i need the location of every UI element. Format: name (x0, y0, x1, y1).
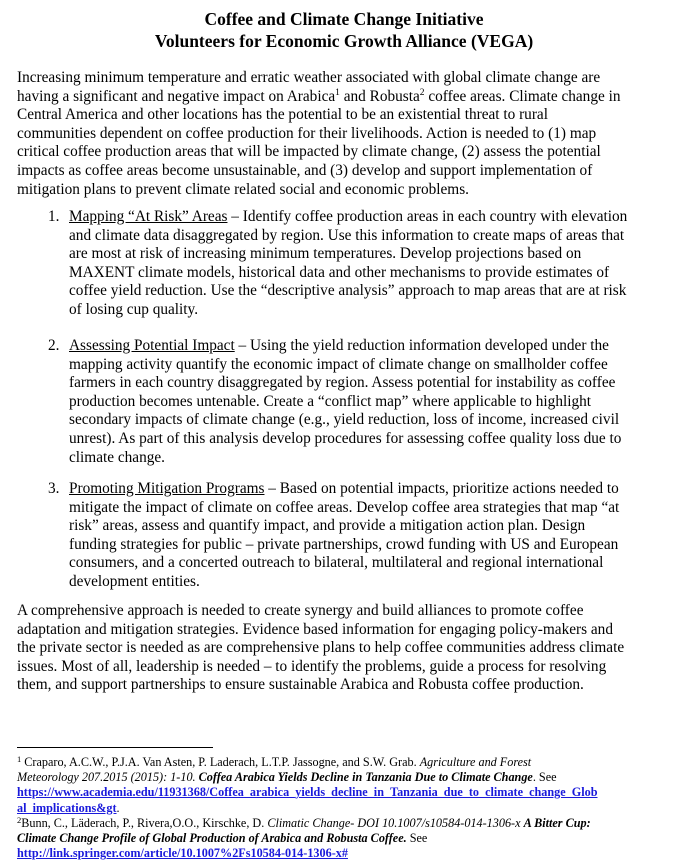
text-line: adaptation and mitigation strategies. Evidence based information for engaging policy-makers and (17, 620, 613, 638)
footnote-separator (17, 747, 213, 748)
item-heading: Mapping “At Risk” Areas (69, 208, 228, 225)
footnote-ref-2[interactable]: 2 (419, 87, 425, 98)
item-heading: Promoting Mitigation Programs (69, 480, 265, 497)
text-line: them, and support partnerships to ensure sustainable Arabica and Robusta coffee production. (17, 676, 584, 694)
conclusion-paragraph (17, 602, 685, 695)
footnote-journal: Climatic Change- DOI 10.1007/s10584-014-1306-x (267, 816, 524, 830)
footnote-marker: 1 (17, 754, 22, 764)
footnote-link-academia-cont[interactable]: al_implications&gt (17, 800, 117, 815)
text-line: issues. Most of all, leadership is needed – to identify the problems, guide a process for resolving (17, 657, 607, 675)
text-line: coffee yield reduction. Use the “descriptive analysis” approach to map areas that are at risk (69, 282, 627, 300)
document-title: Coffee and Climate Change Initiative (204, 9, 484, 29)
footnote-see: . See (532, 770, 557, 785)
footnote-ref-1[interactable]: 1 (335, 87, 340, 98)
intro-paragraph (17, 69, 685, 199)
text-line: mitigate the impact of climate on coffee areas. Develop coffee area strategies that map “at (69, 498, 620, 516)
list-number: 2. (48, 337, 60, 354)
text-segment: – Identify coffee production areas in each country with elevation (227, 208, 628, 225)
text-line: secondary impacts of climate change (e.g., yield reduction, loss of income, increased civil (69, 411, 620, 429)
text-line: Increasing minimum temperature and erratic weather associated with global climate change are (17, 69, 601, 86)
footnote-journal: Meteorology 207.2015 (2015): 1-10. (17, 770, 199, 785)
text-line: are most at risk of increasing minimum temperatures. Develop projections based on (69, 245, 582, 263)
text-line: funding strategies for public – private partnerships, crowd funding with US and European (69, 535, 619, 553)
text-line: mapping activity quantify the economic impact of climate change on smallholder coffee (69, 355, 608, 373)
footnote-authors: Craparo, A.C.W., P.J.A. Van Asten, P. Laderach, L.T.P. Jassogne, and S.W. Grab. (21, 755, 420, 769)
text-line: production becomes untenable. Create a “conflict map” where applicable to highlight (69, 392, 592, 410)
text-line: of losing cup quality. (69, 300, 199, 318)
text-line: and climate data disaggregated by region. Use this information to create maps of areas that (69, 226, 625, 244)
text-line: risk” areas, assess and quantify impact, and provide a mitigation action plan. Design (69, 517, 586, 535)
footnote-marker: 2 (17, 815, 22, 825)
list-number: 1. (48, 208, 60, 225)
text-line: the private sector is needed as are comprehensive plans to help coffee communities address climate (17, 639, 625, 657)
text-line: development entities. (69, 572, 200, 590)
text-line: unrest). As part of this analysis develop procedures for assessing coffee quality loss due to (69, 429, 622, 447)
text-line: impacts as coffee areas become unsustainable, and (3) develop and support implementation of (17, 161, 593, 179)
text-line: farmers in each country disaggregated by region. Assess potential for instability as coffee (69, 374, 616, 392)
text-line: communities dependent on coffee production for their livelihoods. Action is needed to (1) map (17, 124, 597, 142)
footnote-link-academia[interactable]: https://www.academia.edu/11931368/Coffea_arabica_yields_decline_in_Tanzania_due_to_climate_change_Glob (17, 785, 598, 800)
footnote-see: See (406, 831, 428, 846)
text-line: Central America and other locations has the potential to be an existential threat to rural (17, 106, 548, 124)
text-line (17, 88, 685, 107)
item-heading: Assessing Potential Impact (69, 337, 235, 354)
list-number: 3. (48, 480, 60, 497)
footnote-article-title: Coffea Arabica Yields Decline in Tanzania Due to Climate Change (198, 770, 533, 785)
text-line: consumers, and a concerted outreach to bilateral, multilateral and regional international (69, 554, 604, 572)
footnote-link-springer[interactable]: http://link.springer.com/article/10.1007%2Fs10584-014-1306-x# (17, 846, 348, 861)
text-segment: – Based on potential impacts, prioritize actions needed to (264, 480, 619, 497)
text-line: critical coffee production areas that will be impacted by climate change, (2) assess the potential (17, 143, 601, 161)
footnote-journal: Agriculture and Forest (419, 755, 532, 769)
text-segment: – Using the yield reduction information developed under the (234, 337, 609, 354)
text-segment: coffee areas. Climate change in (424, 87, 621, 105)
text-line: A comprehensive approach is needed to create synergy and build alliances to promote coffee (17, 602, 584, 619)
footnote-article-title-cont: Climate Change Profile of Global Production of Arabica and Robusta Coffee. (17, 831, 407, 846)
text-segment: . (116, 800, 120, 815)
footnote-2 (17, 816, 685, 862)
footnote-article-title: A Bitter Cup: (523, 816, 591, 830)
footnote-1 (17, 755, 685, 816)
document-subtitle: Volunteers for Economic Growth Alliance (VEGA) (154, 31, 534, 51)
text-line: MAXENT climate models, historical data and other mechanisms to provide estimates of (69, 263, 610, 281)
text-line: climate change. (69, 448, 165, 466)
text-segment: having a significant and negative impact on Arabica (17, 87, 336, 105)
footnote-authors: Bunn, C., Läderach, P., Rivera,O.O., Kirschke, D. (21, 816, 268, 830)
text-line: mitigation plans to prevent climate related social and economic problems. (17, 180, 469, 198)
text-segment: and Robusta (339, 87, 420, 105)
